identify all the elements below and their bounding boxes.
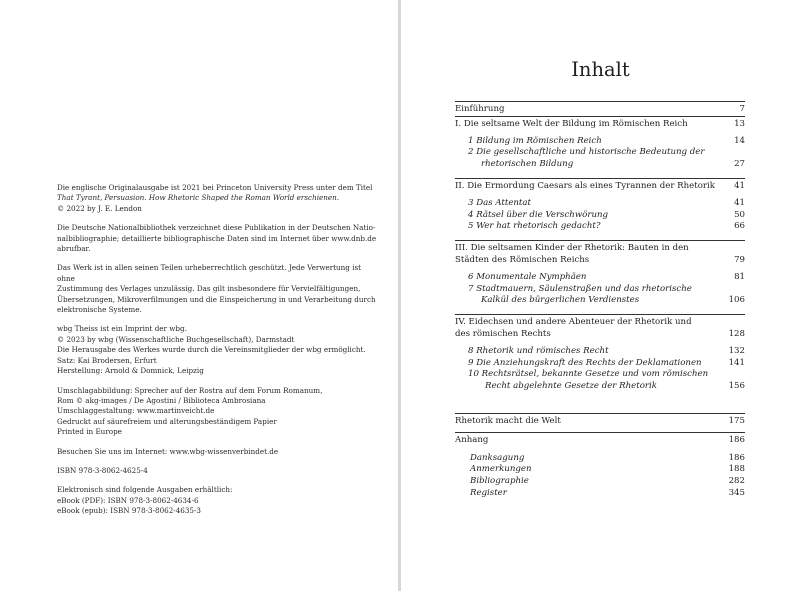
toc-subentry[interactable]: Bibliographie 282: [470, 476, 745, 487]
toc-title: Inhalt: [571, 58, 630, 81]
imprint-website: Besuchen Sie uns im Internet: www.wbg-wissenverbindet.de: [57, 446, 279, 456]
toc-world: [455, 413, 745, 428]
toc-subentry-cont[interactable]: Recht abgelehnte Gesetze der Rhetorik 156: [485, 381, 745, 392]
toc-chapter-3: [455, 240, 745, 307]
toc-subentry[interactable]: 2 Die gesellschaftliche und historische Bedeutung der: [468, 147, 705, 158]
toc-subentry[interactable]: 8 Rhetorik und römisches Recht 132: [468, 345, 745, 356]
imprint-ebooks: Elektronisch sind folgende Ausgaben erhältlich: eBook (PDF): ISBN 978-3-8062-4634-6 eBook (epub): ISBN 978-3-8062-4635-3: [57, 485, 233, 516]
imprint-isbn: ISBN 978-3-8062-4625-4: [57, 465, 148, 475]
toc-anhang: [455, 432, 745, 500]
imprint-dnb: Die Deutsche Nationalbibliothek verzeichnet diese Publikation in der Deutschen Natio- nalbibliographie; detaillierte bibliographische Daten sind im Internet über www.dnb.de abrufbar.: [57, 223, 377, 254]
toc-entry[interactable]: Anhang 186: [455, 434, 745, 445]
imprint-original-edition: Die englische Originalausgabe ist 2021 bei Princeton University Press unter dem Titel That Tyrant, Persuasion. How Rhetoric Shaped the Roman World erschienen. © 2022 by J. E. Lendon: [57, 183, 373, 213]
toc-page: [401, 0, 800, 591]
toc-subentry[interactable]: 9 Die Anziehungskraft des Rechts der Deklamationen 141: [468, 357, 745, 368]
toc-subentry[interactable]: 6 Monumentale Nymphäen 81: [468, 271, 745, 282]
toc-intro: [455, 101, 745, 116]
toc-entry-cont[interactable]: des römischen Rechts 128: [455, 328, 745, 339]
toc-entry[interactable]: I. Die seltsame Welt der Bildung im Römischen Reich 13: [455, 118, 745, 129]
toc-entry-cont[interactable]: Städten des Römischen Reichs 79: [455, 254, 745, 265]
imprint-copyright: Das Werk ist in allen seinen Teilen urheberrechtlich geschützt. Jede Verwertung ist ohne Zustimmung des Verlages unzulässig. Das gilt insbesondere für Vervielfältigungen, Übersetzungen, Mikroverfilmungen und die Einspeicherung in und Verarbeitung durch elektronische Systeme.: [57, 263, 376, 315]
toc-subentry[interactable]: Anmerkungen 188: [470, 464, 745, 475]
toc-subentry[interactable]: 3 Das Attentat 41: [468, 197, 745, 208]
toc-subentry[interactable]: 1 Bildung im Römischen Reich 14: [468, 135, 745, 146]
toc-entry[interactable]: III. Die seltsamen Kinder der Rhetorik: Bauten in den: [455, 243, 689, 254]
toc-subentry[interactable]: Danksagung 186: [470, 452, 745, 463]
toc-entry[interactable]: II. Die Ermordung Caesars als eines Tyrannen der Rhetorik 41: [455, 180, 745, 191]
toc-subentry[interactable]: Register 345: [470, 487, 745, 498]
imprint-page: [0, 0, 398, 591]
imprint-publisher: wbg Theiss ist ein Imprint der wbg. © 2023 by wbg (Wissenschaftliche Buchgesellschaft), Darmstadt Die Herausgabe des Werkes wurde durch die Vereinsmitglieder der wbg ermöglicht. Satz: Kai Brodersen, Erfurt Herstellung: Arnold & Domnick, Leipzig: [57, 324, 366, 376]
toc-subentry[interactable]: 10 Rechtsrätsel, bekannte Gesetze und vom römischen: [468, 369, 709, 380]
imprint-text: [57, 183, 377, 526]
toc-subentry-cont[interactable]: rhetorischen Bildung 27: [481, 159, 745, 170]
toc-chapter-1: [455, 116, 745, 171]
toc-chapter-2: [455, 178, 745, 233]
toc-subentry[interactable]: 7 Stadtmauern, Säulenstraßen und das rhetorische: [468, 283, 692, 294]
toc-subentry[interactable]: 5 Wer hat rhetorisch gedacht? 66: [468, 221, 745, 232]
toc-subentry[interactable]: 4 Rätsel über die Verschwörung 50: [468, 209, 745, 220]
toc-chapter-4: [455, 314, 745, 393]
table-of-contents: [455, 101, 745, 500]
toc-entry[interactable]: Einführung 7: [455, 104, 745, 114]
toc-subentry-cont[interactable]: Kalkül des bürgerlichen Verdienstes 106: [481, 295, 745, 306]
toc-entry[interactable]: Rhetorik macht die Welt 175: [455, 415, 745, 426]
toc-entry[interactable]: IV. Eidechsen und andere Abenteuer der Rhetorik und: [455, 317, 692, 328]
imprint-cover: Umschlagabbildung: Sprecher auf der Rostra auf dem Forum Romanum, Rom © akg-images / De Agostini / Biblioteca Ambrosiana Umschlaggestaltung: www.martinveicht.de Gedruckt auf säurefreiem und alterungsbeständigem Papier Printed in Europe: [57, 385, 323, 437]
